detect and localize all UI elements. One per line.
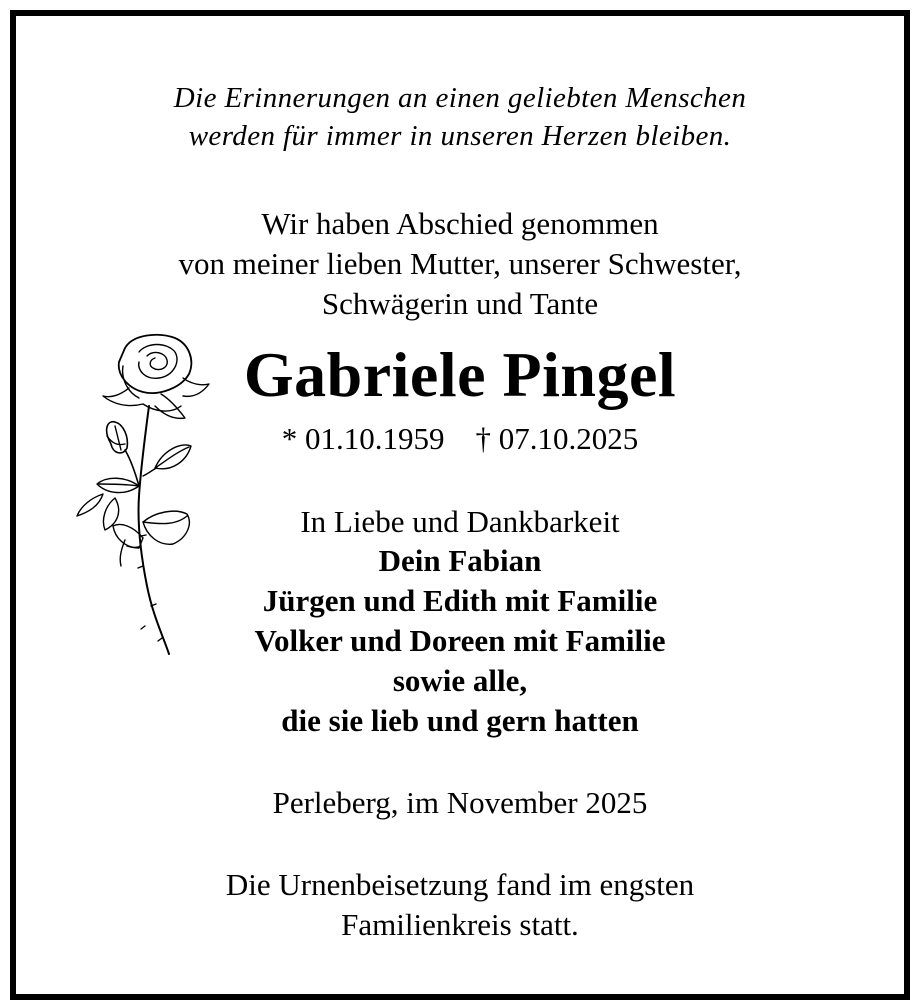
obituary-notice (10, 10, 910, 1000)
deceased-name: Gabriele Pingel (243, 339, 677, 410)
mourner-line: Jürgen und Edith mit Familie (262, 583, 658, 618)
intro-line-1: Wir haben Abschied genommen (261, 206, 659, 241)
intro-line-2: von meiner lieben Mutter, unserer Schwester, (178, 246, 742, 281)
mourner-line: Dein Fabian (378, 543, 542, 578)
life-dates: * 01.10.1959 † 07.10.2025 (281, 421, 639, 456)
quote-line-2: werden für immer in unseren Herzen bleiben. (188, 120, 732, 152)
quote-line-1: Die Erinnerungen an einen geliebten Menschen (173, 82, 747, 114)
mourner-line: Volker und Doreen mit Familie (254, 623, 666, 658)
rose-icon (63, 326, 213, 662)
note-line-2: Familienkreis statt. (341, 907, 579, 942)
intro-line-3: Schwägerin und Tante (321, 286, 599, 321)
mourner-line: sowie alle, (392, 663, 528, 698)
mourner-line: die sie lieb und gern hatten (281, 703, 639, 738)
note-line-1: Die Urnenbeisetzung fand im engsten (225, 867, 695, 902)
mourners-intro: In Liebe und Dankbarkeit (300, 504, 620, 539)
place-date: Perleberg, im November 2025 (272, 785, 648, 820)
